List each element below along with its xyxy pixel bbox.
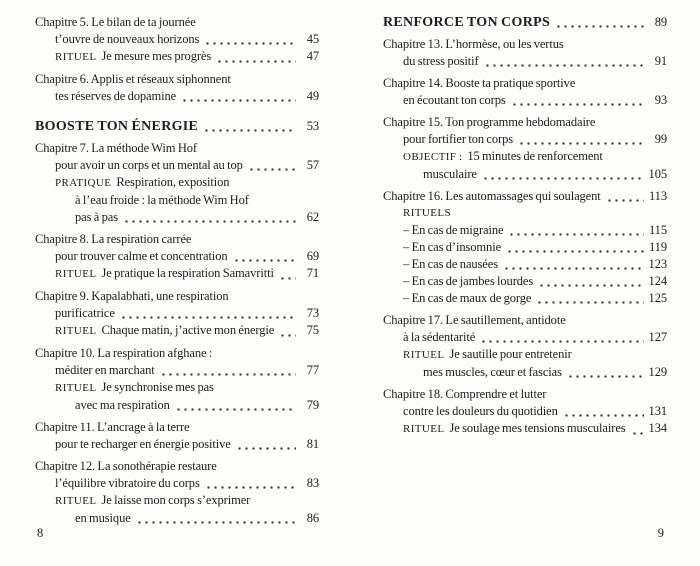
toc-line [35,345,319,362]
toc-text: Je soulage mes tensions musculaires [449,421,626,435]
toc-text: t’ouvre de nouveaux horizons [55,32,200,46]
toc-text: pour trouver calme et concentration [55,249,228,263]
toc-line [383,256,667,273]
toc-page-number: 131 [648,404,667,418]
toc-text: en musique [75,511,131,525]
toc-page-number: 71 [306,266,319,280]
dot-leader [606,199,644,202]
toc-text: Chapitre 9. Kapalabhati, une respiration [35,289,229,303]
toc-line [383,346,667,364]
toc-text: Chapitre 14. Booste ta pratique sportive [383,76,576,90]
toc-page-number: 77 [306,363,319,377]
toc-text: Chapitre 5. Le bilan de ta journée [35,15,196,29]
toc-page-number: 81 [306,437,319,451]
toc-page-number: 119 [649,240,667,254]
toc-keyword: RITUEL [403,349,445,361]
dot-leader [518,142,644,145]
toc-line [383,36,667,53]
toc-keyword: RITUEL [55,382,97,394]
toc-text: pas à pas [75,210,119,224]
toc-text: Respiration, exposition [116,175,230,189]
toc-page-number: 49 [306,89,319,103]
toc-line [383,188,667,205]
dot-leader [248,168,296,171]
toc-page-number: 124 [648,274,667,288]
toc-entry [35,288,319,340]
toc-keyword: OBJECTIF : [403,151,463,163]
folio-left: 8 [37,526,44,540]
toc-keyword: PRATIQUE [55,177,112,189]
dot-leader [482,177,644,180]
toc-line [35,265,319,283]
dot-leader [511,103,644,106]
dot-leader [567,375,644,378]
dot-leader [236,447,296,450]
toc-entry [383,386,667,438]
dot-leader [484,64,644,67]
section-heading-text: RENFORCE TON CORPS [383,15,551,30]
toc-line [383,403,667,420]
toc-text: Chapitre 18. Comprendre et lutter [383,387,547,401]
toc-line [383,14,667,31]
toc-line [35,475,319,492]
toc-page-number: 53 [306,119,319,133]
toc-page-number: 113 [649,189,667,203]
toc-page-number: 62 [306,210,319,224]
toc-line [35,174,319,192]
toc-line [383,386,667,403]
dot-leader [506,250,644,253]
toc-line [383,166,667,183]
toc-entry [383,36,667,70]
toc-text: Chapitre 15. Ton programme hebdomadaire [383,115,596,129]
dot-leader [508,233,644,236]
toc-line [35,288,319,305]
toc-page-number: 75 [306,323,319,337]
toc-line [383,148,667,166]
toc-line [35,510,319,527]
toc-text: purificatrice [55,306,115,320]
toc-text: à l’eau froide : la méthode Wim Hof [75,193,249,207]
toc-text: Chaque matin, j’active mon énergie [101,323,275,337]
toc-text: musculaire [423,167,477,181]
toc-text: pour te recharger en énergie positive [55,437,231,451]
toc-line [35,31,319,48]
toc-text: à la sédentarité [403,330,476,344]
toc-line [35,231,319,248]
dot-leader [538,284,643,287]
toc-entry [35,345,319,414]
toc-keyword: RITUEL [55,51,97,63]
toc-line [35,362,319,379]
dot-leader [503,267,644,270]
dot-leader [536,301,643,304]
toc-text: avec ma respiration [75,398,170,412]
toc-text: Chapitre 11. L’ancrage à la terre [35,420,190,434]
dot-leader [123,220,296,223]
toc-line [35,192,319,209]
toc-text: Je pratique la respiration Samavritti [101,266,274,280]
dot-leader [204,42,296,45]
toc-page-number: 115 [649,223,667,237]
toc-page-number: 91 [654,54,667,68]
dot-leader [480,340,643,343]
toc-page-number: 57 [306,158,319,172]
dot-leader [181,99,296,102]
toc-page-number: 127 [648,330,667,344]
dot-leader [120,316,296,319]
toc-line [383,273,667,290]
toc-line [35,140,319,157]
toc-keyword: RITUEL [55,495,97,507]
toc-text: méditer en marchant [55,363,155,377]
toc-text: mes muscles, cœur et fascias [423,365,562,379]
toc-line [35,248,319,265]
toc-entry [35,14,319,66]
dot-leader [205,486,296,489]
dot-leader [160,373,296,376]
toc-section-entry [383,14,667,31]
toc-page-number: 89 [654,15,667,29]
toc-entry [35,231,319,283]
toc-page-number: 134 [648,421,667,435]
toc-line [35,118,319,135]
toc-line [35,157,319,174]
toc-line [383,290,667,307]
toc-page-number: 45 [306,32,319,46]
toc-text: Je mesure mes progrès [101,49,212,63]
toc-text: en écoutant ton corps [403,93,506,107]
toc-line [383,329,667,346]
toc-line [35,88,319,105]
toc-text: contre les douleurs du quotidien [403,404,558,418]
toc-page-number: 47 [306,49,319,63]
dot-leader [175,408,296,411]
toc-line [383,364,667,381]
toc-text: Chapitre 12. La sonothérapie restaure [35,459,217,473]
toc-line [35,48,319,66]
toc-page-number: 69 [306,249,319,263]
dot-leader [631,432,644,435]
toc-line [35,419,319,436]
toc-text: Chapitre 8. La respiration carrée [35,232,192,246]
toc-text: – En cas d’insomnie [403,240,502,254]
toc-page-number: 105 [648,167,667,181]
toc-line [383,420,667,438]
toc-line [383,239,667,256]
dot-leader [136,521,296,524]
toc-line [35,14,319,31]
dot-leader [555,25,644,28]
toc-text: – En cas de migraine [403,223,504,237]
toc-text: – En cas de maux de gorge [403,291,532,305]
toc-line [383,114,667,131]
toc-entry [35,71,319,105]
toc-page-number: 93 [654,93,667,107]
toc-entry [35,419,319,453]
toc-text: Chapitre 10. La respiration afghane : [35,346,213,360]
toc-line [383,205,667,222]
toc-entry [35,458,319,527]
toc-text: – En cas de jambes lourdes [403,274,534,288]
toc-line [35,379,319,397]
folio-right: 9 [657,526,664,540]
toc-entry [383,312,667,381]
toc-text: l’équilibre vibratoire du corps [55,476,200,490]
toc-page-number: 86 [306,511,319,525]
toc-text: 15 minutes de renforcement [467,149,603,163]
dot-leader [203,129,296,132]
toc-text: Je laisse mon corps s’exprimer [101,493,251,507]
toc-line [383,312,667,329]
toc-entry [383,75,667,109]
toc-line [35,492,319,510]
toc-line [35,305,319,322]
toc-line [35,436,319,453]
toc-line [383,53,667,70]
toc-line [383,92,667,109]
toc-page-right [383,14,667,438]
toc-line [35,322,319,340]
toc-keyword: RITUEL [55,268,97,280]
toc-page-number: 73 [306,306,319,320]
toc-page-number: 83 [306,476,319,490]
toc-entry [35,140,319,226]
toc-line [35,209,319,226]
toc-text: pour fortifier ton corps [403,132,514,146]
toc-entry [383,188,667,307]
toc-section-entry [35,118,319,135]
toc-keyword: RITUEL [55,325,97,337]
toc-text: Chapitre 7. La méthode Wim Hof [35,141,197,155]
toc-page-left [35,14,319,527]
toc-text: Chapitre 17. Le sautillement, antidote [383,313,566,327]
dot-leader [279,277,296,280]
dot-leader [563,414,644,417]
toc-keyword: RITUELS [403,207,452,219]
toc-line [35,397,319,414]
toc-page-number: 125 [648,291,667,305]
dot-leader [233,259,297,262]
toc-text: pour avoir un corps et un mental au top [55,158,243,172]
toc-entry [383,114,667,183]
section-heading-text: BOOSTE TON ÉNERGIE [35,119,199,134]
toc-text: Je synchronise mes pas [101,380,214,394]
toc-text: – En cas de nausées [403,257,498,271]
toc-page-number: 129 [648,365,667,379]
dot-leader [279,334,296,337]
toc-text: tes réserves de dopamine [55,89,177,103]
toc-keyword: RITUEL [403,423,445,435]
toc-line [383,131,667,148]
toc-text: Chapitre 16. Les automassages qui soulagent [383,189,601,203]
toc-text: Chapitre 6. Applis et réseaux siphonnent [35,72,231,86]
toc-page-number: 99 [654,132,667,146]
toc-line [35,71,319,88]
toc-text: Je sautille pour entretenir [449,347,572,361]
dot-leader [216,60,296,63]
toc-line [383,222,667,239]
toc-line [383,75,667,92]
toc-text: Chapitre 13. L’hormèse, ou les vertus [383,37,564,51]
toc-text: du stress positif [403,54,479,68]
toc-line [35,458,319,475]
toc-page-number: 123 [648,257,667,271]
toc-page-number: 79 [306,398,319,412]
